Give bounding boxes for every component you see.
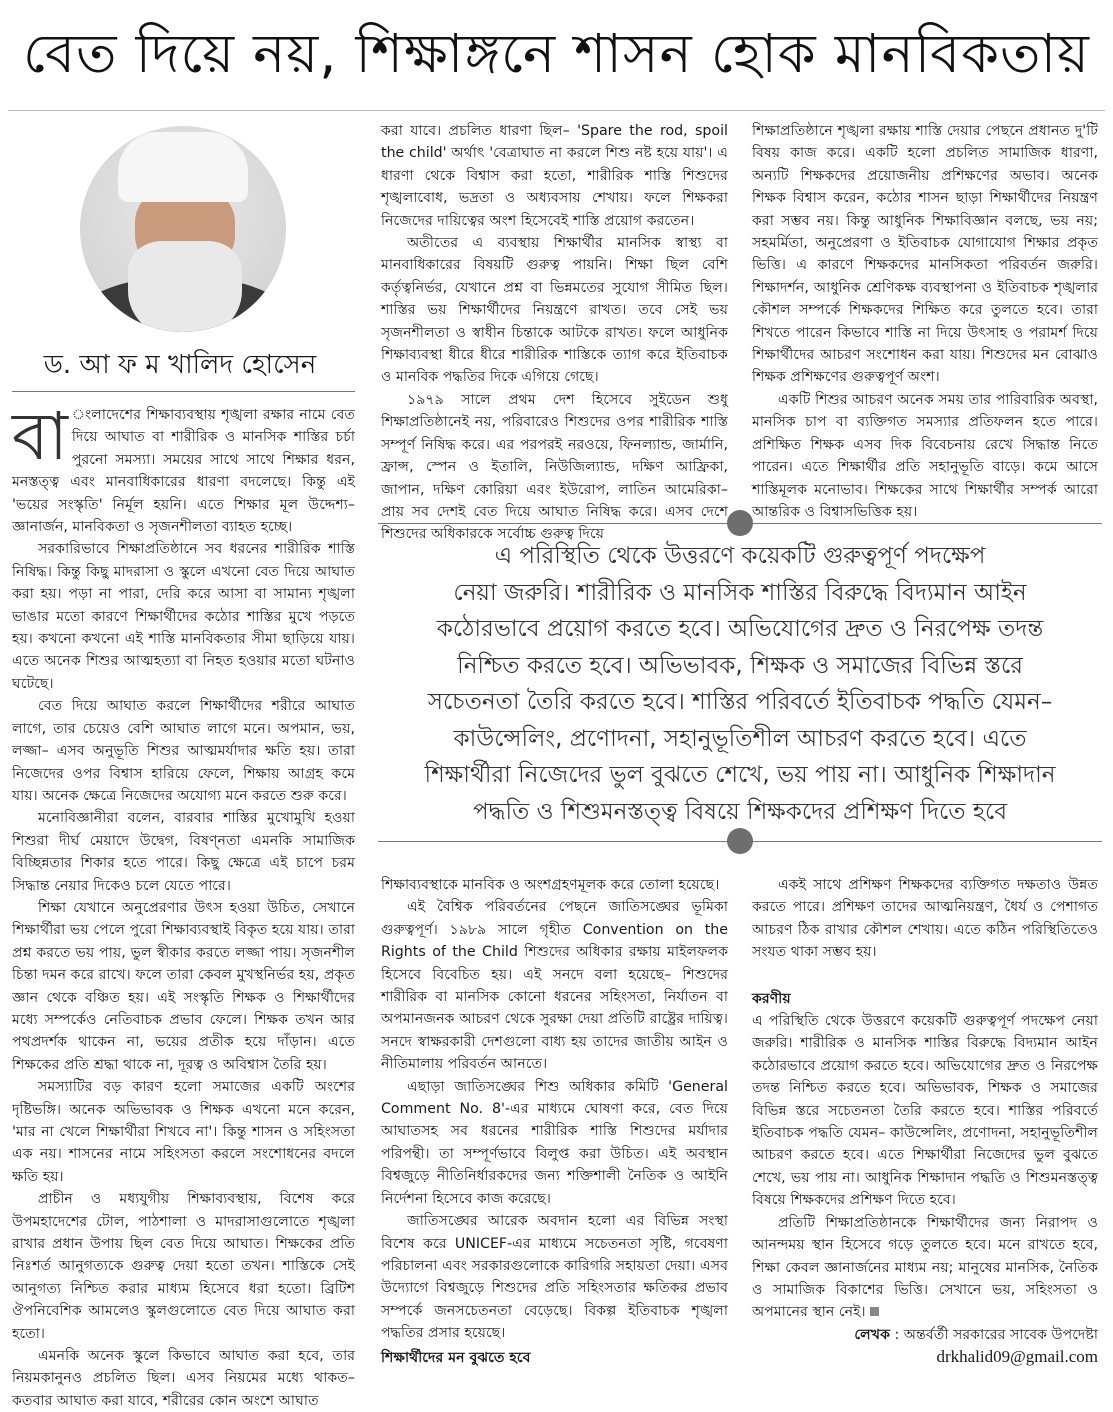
author-email[interactable]: drkhalid09@gmail.com: [936, 1347, 1098, 1367]
photo-beard: [128, 241, 242, 332]
paragraph: সমস্যাটির বড় কারণ হলো সমাজের একটি অংশের দৃষ্টিভঙ্গি। অনেক অভিভাবক ও শিক্ষক এখনো মনে করেন, 'মার না খেলে শিক্ষার্থীরা শিখবে না'। কিন্তু শাসন ও সহিংসতা এক নয়। শাসনের নামে সহিংসতা করলে সংশোধনের বদলে ক্ষতি হয়।: [12, 1079, 355, 1185]
paragraph: এ পরিস্থিতি থেকে উত্তরণে কয়েকটি গুরুত্বপূর্ণ পদক্ষেপ নেয়া জরুরি। শারীরিক ও মানসিক শাস্তির বিরুদ্ধে বিদ্যমান আইন কঠোরভাবে প্রয়োগ করতে হবে। অভিযোগের দ্রুত ও নিরপেক্ষ তদন্ত নিশ্চিত করতে হবে। অভিভাবক, শিক্ষক ও সমাজের বিভিন্ন স্তরে সচেতনতা তৈরি করতে হবে। শাস্তির পরিবর্তে ইতিবাচক পদ্ধতি যেমন– কাউন্সেলিং, প্রণোদনা, সহানুভূতিশীল আচরণ করতে হবে। এতে শিক্ষার্থীরা নিজেদের ভুল বুঝতে শেখে, ভয় পায় না। আধুনিক শিক্ষাদান পদ্ধতি ও শিশুমনস্তত্ত্ব বিষয়ে শিক্ষকদের প্রশিক্ষণ দিতে হবে।: [752, 1013, 1098, 1209]
end-mark-icon: [870, 1307, 879, 1316]
subheading: শিক্ষার্থীদের মন বুঝতে হবে: [381, 1349, 531, 1366]
paragraph: শিক্ষাব্যবস্থাকে মানবিক ও অংশগ্রহণমূলক করে তোলা হয়েছে।: [381, 877, 720, 893]
paragraph: জাতিসঙ্ঘের আরেক অবদান হলো এর বিভিন্ন সংস্থা বিশেষ করে UNICEF-এর মাধ্যমে সচেতনতা সৃষ্টি, গবেষণা পরিচালনা এবং সরকারগুলোকে কারিগরি সহায়তা দেয়া। এসব উদ্যোগে বিশ্বজুড়ে শিশুদের প্রতি সহিংসতার ক্ষতিকর প্রভাব সম্পর্কে জনসচেতনতা বেড়েছে। বিকল্প ইতিবাচক শৃঙ্খলা পদ্ধতির প্রসার হয়েছে।: [381, 1213, 728, 1342]
pull-quote: [378, 538, 1102, 830]
subheading: করণীয়: [752, 990, 791, 1007]
author-label: লেখক: [854, 1326, 890, 1343]
byline-divider: [12, 391, 355, 392]
middle-column-bottom: [381, 874, 728, 1369]
paragraph: [752, 1212, 1098, 1324]
paragraph: শিক্ষাপ্রতিষ্ঠানে শৃঙ্খলা রক্ষায় শাস্তি দেয়ার পেছনে প্রধানত দু'টি বিষয় কাজ করে। একটি হলো প্রচলিত সামাজিক ধারণা, অন্যটি শিক্ষকদের প্রয়োজনীয় প্রশিক্ষণের অভাব। অনেক শিক্ষক বিশ্বাস করেন, কঠোর শাসন ছাড়া শিক্ষার্থীদের নিয়ন্ত্রণ করা সম্ভব নয়। কিন্তু আধুনিক শিক্ষাবিজ্ঞান বলছে, ভয় নয়; সহমর্মিতা, অনুপ্রেরণা ও ইতিবাচক যোগাযোগ শিক্ষার প্রকৃত ভিত্তি। এ কারণে শিক্ষকদের মানসিকতা পরিবর্তন জরুরি। শিক্ষাদর্শন, আধুনিক শ্রেণিকক্ষ ব্যবস্থাপনা ও ইতিবাচক শৃঙ্খলার কৌশল সম্পর্কে শিক্ষকদের শিক্ষিত করে তুলতে হবে। তারা শিখতে পারেন কিভাবে শাস্তি না দিয়ে উৎসাহ ও পরামর্শ দিয়ে শিক্ষার্থীদের আচরণ সংশোধন করা যায়। শিশুদের মন বোঝাও শিক্ষক প্রশিক্ষণের গুরুত্বপূর্ণ অংশ।: [752, 123, 1098, 386]
right-column-top: [752, 120, 1098, 523]
paragraph-text: প্রতিটি শিক্ষাপ্রতিষ্ঠানকে শিক্ষার্থীদের জন্য নিরাপদ ও আনন্দময় স্থান হিসেবে গড়ে তুলতে হবে। মনে রাখতে হবে, শিক্ষা কেবল জ্ঞানার্জনের মাধ্যম নয়; মানুষের মানসিক, নৈতিক ও সামাজিক বিকাশের ভিত্তি। সেখানে ভয়, সহিংসতা ও অপমানের স্থান নেই।: [752, 1214, 1098, 1321]
pull-quote-line: এ পরিস্থিতি থেকে উত্তরণে কয়েকটি গুরুত্বপূর্ণ পদক্ষেপ: [494, 543, 986, 569]
paragraph: একটি শিশুর আচরণ অনেক সময় তার পারিবারিক অবস্থা, মানসিক চাপ বা ব্যক্তিগত সমস্যার প্রতিফলন হতে পারে। প্রশিক্ষিত শিক্ষক এসব দিক বিবেচনায় রেখে সিদ্ধান্ত নিতে পারেন। এতে শিক্ষার্থীর প্রতি সহানুভূতি বাড়ে। কমে আসে শাস্তিমূলক মনোভাব। শিক্ষকের সাথে শিক্ষার্থীর সম্পর্ক আরো আন্তরিক ও বিশ্বাসভিত্তিক হয়।: [752, 391, 1098, 520]
paragraph: শিক্ষা যেখানে অনুপ্রেরণার উৎস হওয়া উচিত, সেখানে শিক্ষার্থীরা ভয় পেলে পুরো শিক্ষাব্যবস্থাই বিকৃত হয়ে যায়। তারা প্রশ্ন করতে ভয় পায়, ভুল স্বীকার করতে লজ্জা পায়। সৃজনশীল চিন্তা দমন করে রাখে। ফলে তারা কেবল মুখস্থনির্ভর হয়, প্রকৃত জ্ঞান থেকে বঞ্চিত হয়। এই সংস্কৃতি শিক্ষক ও শিক্ষার্থীদের মধ্যে সম্পর্কেও নেতিবাচক প্রভাব ফেলে। শিক্ষক তখন আর পথপ্রদর্শক থাকেন না, ভয়ের প্রতীক হয়ে দাঁড়ান। এতে শিক্ষকের প্রতি শ্রদ্ধা থাকে না, দূরত্ব ও অবিশ্বাস তৈরি হয়।: [12, 899, 355, 1073]
author-description: : অন্তর্বর্তী সরকারের সাবেক উপদেষ্টা: [890, 1326, 1098, 1343]
author-byline: ড. আ ফ ম খালিদ হোসেন: [43, 350, 317, 380]
pull-quote-line: সচেতনতা তৈরি করতে হবে। শাস্তির পরিবর্তে ইতিবাচক পদ্ধতি যেমন–: [427, 689, 1053, 715]
pull-quote-line: নিশ্চিত করতে হবে। অভিভাবক, শিক্ষক ও সমাজের বিভিন্ন স্তরে: [457, 652, 1023, 679]
photo-cap: [118, 132, 248, 202]
paragraph: বেত দিয়ে আঘাত করলে শিক্ষার্থীদের শরীরে আঘাত লাগে, তার চেয়েও বেশি আঘাত লাগে মনে। অপমান, ভয়, লজ্জা– এসব অনুভূতি শিশুর আত্মমর্যাদার ক্ষতি হয়। তারা নিজেদের ওপর বিশ্বাস হারিয়ে ফেলে, শিক্ষায় আগ্রহ কমে যায়। অনেক ক্ষেত্রে নিজেদের অযোগ্য মনে করতে শুরু করে।: [12, 698, 355, 804]
paragraph: একই সাথে প্রশিক্ষণ শিক্ষকদের ব্যক্তিগত দক্ষতাও উন্নত করতে পারে। প্রশিক্ষণ তাদের আত্মনিয়ন্ত্রণ, ধৈর্য ও পেশাগত আচরণ ঠিক রাখার কৌশল শেখায়। এতে কঠিন পরিস্থিতিতেও সংযত থাকা সম্ভব হয়।: [752, 877, 1098, 961]
drop-cap: বা: [12, 398, 68, 475]
middle-column-top: [381, 120, 728, 546]
paragraph: এমনকি অনেক স্কুলে কিভাবে আঘাত করা হবে, তার নিয়মকানুনও প্রচলিত ছিল। এসব নিয়মের মধ্যে থাকত– কতবার আঘাত করা যাবে, শরীরের কোন অংশে আঘাত: [12, 1348, 355, 1409]
paragraph: ংলাদেশের শিক্ষাব্যবস্থায় শৃঙ্খলা রক্ষার নামে বেত দিয়ে আঘাত বা শারীরিক ও মানসিক শাস্তির চর্চা পুরনো সমস্যা। সময়ের সাথে সাথে শিক্ষার ধরন, মনস্তত্ত্ব এবং মানবাধিকারের ধারণা বদলেছে। কিন্তু এই 'ভয়ের সংস্কৃতি' নির্মূল হয়নি। এতে শিক্ষার মূল উদ্দেশ্য– জ্ঞানার্জন, মানবিকতা ও সৃজনশীলতা ব্যাহত হচ্ছে।: [12, 407, 355, 536]
paragraph: মনোবিজ্ঞানীরা বলেন, বারবার শাস্তির মুখোমুখি হওয়া শিশুরা দীর্ঘ মেয়াদে উদ্বেগ, বিষণ্নতা এমনকি সামাজিক বিচ্ছিন্নতার শিকার হতে পারে। কিছু ক্ষেত্রে এই চাপে চরম সিদ্ধান্ত নেয়ার দিকেও চলে যেতে পারে।: [12, 810, 355, 894]
paragraph: এছাড়া জাতিসঙ্ঘের শিশু অধিকার কমিটি 'General Comment No. 8'-এর মাধ্যমে ঘোষণা করে, বেত দিয়ে আঘাতসহ সব ধরনের শারীরিক শাস্তি শিশুদের মর্যাদার পরিপন্থী। তা সম্পূর্ণভাবে বিলুপ্ত করা উচিত। এই অবস্থান বিশ্বজুড়ে নীতিনির্ধারকদের জন্য শক্তিশালী নৈতিক ও আইনি নির্দেশনা হিসেবে কাজ করেছে।: [381, 1078, 728, 1207]
pull-quote-line: কঠোরভাবে প্রয়োগ করতে হবে। অভিযোগের দ্রুত ও নিরপেক্ষ তদন্ত: [436, 616, 1044, 642]
paragraph: অতীতের এ ব্যবস্থায় শিক্ষার্থীর মানসিক স্বাস্থ্য বা মানবাধিকারের বিষয়টি গুরুত্ব পায়নি। শিক্ষা ছিল বেশি কর্তৃত্বনির্ভর, যেখানে প্রশ্ন বা ভিন্নমতের সুযোগ সীমিত ছিল। শাস্তির ভয় শিক্ষার্থীদের নিয়ন্ত্রণে রাখত। তবে সেই ভয় সৃজনশীলতা ও স্বাধীন চিন্তাকে আটকে রাখত। ফলে আধুনিক শিক্ষাব্যবস্থা ধীরে ধীরে শারীরিক শাস্তিকে ত্যাগ করে ইতিবাচক ও মানবিক পদ্ধতির দিকে এগিয়ে গেছে।: [381, 235, 728, 386]
pull-quote-line: শিক্ষার্থীরা নিজেদের ভুল বুঝতে শেখে, ভয় পায় না। আধুনিক শিক্ষাদান: [424, 762, 1056, 788]
pull-quote-bottom-dot: [727, 828, 753, 854]
paragraph: করা যাবে। প্রচলিত ধারণা ছিল– 'Spare the rod, spoil the child' অর্থাৎ 'বেত্রাঘাত না করলে শিশু নষ্ট হয়ে যায়'। এ ধারণা থেকে বিশ্বাস করা হতো, শারীরিক শাস্তি শিশুদের শৃঙ্খলাবোধ, ভদ্রতা ও অধ্যবসায় শেখায়। ফলে শিক্ষকরা নিজেদের দায়িত্বের অংশ হিসেবেই শাস্তি প্রয়োগ করতেন।: [381, 123, 728, 229]
headline: বেত দিয়ে নয়, শিক্ষাঙ্গনে শাসন হোক মানবিকতায়: [23, 22, 1090, 85]
pull-quote-line: নেয়া জরুরি। শারীরিক ও মানসিক শাস্তির বিরুদ্ধে বিদ্যমান আইন: [453, 579, 1027, 606]
left-column: [12, 398, 355, 1412]
pull-quote-top-dot: [727, 510, 753, 536]
right-column-bottom: [752, 874, 1098, 1369]
pull-quote-line: পদ্ধতি ও শিশুমনস্তত্ত্ব বিষয়ে শিক্ষকদের প্রশিক্ষণ দিতে হবে: [473, 798, 1007, 825]
paragraph: প্রাচীন ও মধ্যযুগীয় শিক্ষাব্যবস্থায়, বিশেষ করে উপমহাদেশের টোল, পাঠশালা ও মাদরাসাগুলোতে শৃঙ্খলা রাখার প্রধান উপায় ছিল বেত দিয়ে আঘাত। শিক্ষকের প্রতি নিঃশর্ত আনুগত্যকে গুরুত্ব দেয়া হতো তখন। শাস্তিকে সেই আনুগত্য নিশ্চিত করার মাধ্যম হিসেবে ধরা হতো। ব্রিটিশ ঔপনিবেশিক আমলেও স্কুলগুলোতে বেত দিয়ে আঘাত করা হতো।: [12, 1191, 355, 1342]
paragraph: ১৯৭৯ সালে প্রথম দেশ হিসেবে সুইডেন শুধু শিক্ষাপ্রতিষ্ঠানেই নয়, পরিবারেও শিশুদের ওপর শারীরিক শাস্তি সম্পূর্ণ নিষিদ্ধ করে। এর পরপরই নরওয়ে, ফিনল্যান্ড, জার্মানি, ফ্রান্স, স্পেন ও ইতালি, নিউজিল্যান্ড, দক্ষিণ আফ্রিকা, জাপান, দক্ষিণ কোরিয়া এবং ইউরোপ, লাতিন আমেরিকা– প্রায় সব দেশই বেত দিয়ে আঘাত নিষিদ্ধ করে। এসব দেশে শিশুদের অধিকারকে সর্বোচ্চ গুরুত্ব দিয়ে: [381, 391, 728, 543]
paragraph: এই বৈশ্বিক পরিবর্তনের পেছনে জাতিসঙ্ঘের ভূমিকা গুরুত্বপূর্ণ। ১৯৮৯ সালে গৃহীত Convention on the Rights of the Child শিশুদের অধিকার রক্ষায় মাইলফলক হিসেবে বিবেচিত হয়। এই সনদে বলা হয়েছে– শিশুদের শারীরিক বা মানসিক কোনো ধরনের সহিংসতা, নির্যাতন বা অপমানজনক আচরণ থেকে সুরক্ষা দেয়া প্রতিটি রাষ্ট্রের দায়িত্ব। সনদে স্বাক্ষরকারী দেশগুলো বাধ্য হয় তাদের জাতীয় আইন ও নীতিমালায় পরিবর্তন আনতে।: [381, 899, 728, 1073]
author-photo: [80, 126, 286, 332]
pull-quote-line: কাউন্সেলিং, প্রণোদনা, সহানুভূতিশীল আচরণ করতে হবে। এতে: [453, 725, 1027, 752]
headline-divider: [8, 110, 1105, 111]
author-note: [752, 1324, 1098, 1346]
paragraph: সরকারিভাবে শিক্ষাপ্রতিষ্ঠানে সব ধরনের শারীরিক শাস্তি নিষিদ্ধ। কিন্তু কিছু মাদরাসা ও স্কুলে এখনো বেত দিয়ে আঘাত করা হয়। পড়া না পারা, দেরি করে আসা বা সামান্য শৃঙ্খলা ভাঙার মতো কারণে শিক্ষার্থীদের কঠোর শাস্তির মুখে পড়তে হয়। কখনো কখনো এই শাস্তি মানবিকতার সীমা ছাড়িয়ে যায়। এতে অনেক শিশুর আত্মহত্যা বা নিহত হওয়ার মতো ঘটনাও ঘটেছে।: [12, 541, 355, 692]
